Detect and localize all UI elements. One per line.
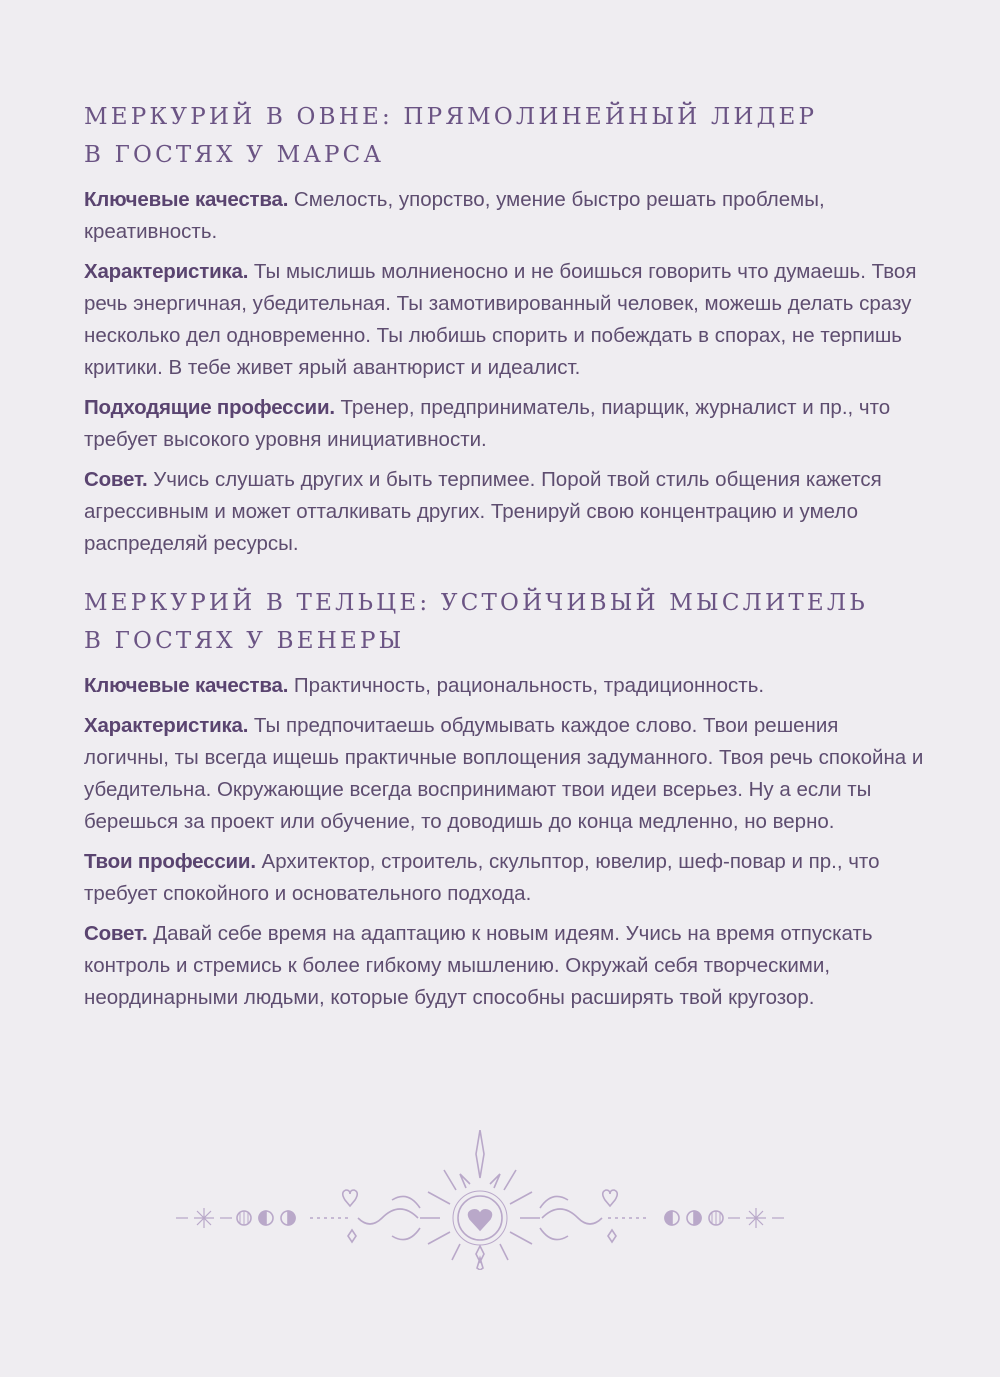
title-line-1: МЕРКУРИЙ В ТЕЛЬЦЕ: УСТОЙЧИВЫЙ МЫСЛИТЕЛЬ <box>84 590 868 616</box>
paragraph-text: Тренер, предприниматель, пиарщик, журналист и пр., что требует высокого уровня инициативности. <box>84 396 891 451</box>
title-line-1: МЕРКУРИЙ В ОВНЕ: ПРЯМОЛИНЕЙНЫЙ ЛИДЕР <box>84 104 818 130</box>
paragraph-label: Характеристика. <box>84 260 249 283</box>
sun-icon <box>420 1130 540 1270</box>
paragraph-label: Подходящие профессии. <box>84 396 335 419</box>
paragraph-text: Архитектор, строитель, скульптор, ювелир, шеф-повар и пр., что требует спокойного и основательного подхода. <box>84 850 880 905</box>
paragraph-text: Практичность, рациональность, традиционность. <box>288 674 765 697</box>
paragraph-advice <box>84 464 924 560</box>
paragraph-label: Твои профессии. <box>84 850 256 873</box>
paragraph-label: Характеристика. <box>84 714 249 737</box>
moon-phases-left-icon <box>237 1211 295 1225</box>
paragraph-advice <box>84 918 924 1014</box>
page-content <box>84 98 924 1022</box>
section-mercury-taurus <box>84 584 924 1014</box>
paragraph-label: Совет. <box>84 468 148 491</box>
paragraph-text: Давай себе время на адаптацию к новым идеям. Учись на время отпускать контроль и стремись к более гибкому мышлению. Окружай себя творческими, неординарными людьми, которые будут способны расширять твой кругозор. <box>84 922 873 1009</box>
paragraph-label: Совет. <box>84 922 148 945</box>
celestial-sun-heart-ornament-icon <box>170 1130 790 1270</box>
paragraph-key-qualities <box>84 184 924 248</box>
paragraph-professions <box>84 392 924 456</box>
paragraph-text: Ты предпочитаешь обдумывать каждое слово. Твои решения логичны, ты всегда ищешь практичные воплощения задуманного. Твоя речь спокойна и убедительна. Окружающие всегда воспринимают твои идеи всерьез. Ну а если ты берешься за проект или обучение, то доводишь до конца медленно, но верно. <box>84 714 924 833</box>
title-line-2: В ГОСТЯХ У ВЕНЕРЫ <box>84 628 405 654</box>
paragraph-characteristic <box>84 256 924 384</box>
paragraph-text: Учись слушать других и быть терпимее. Порой твой стиль общения кажется агрессивным и может отталкивать других. Тренируй свою концентрацию и умело распределяй ресурсы. <box>84 468 882 555</box>
paragraph-characteristic <box>84 710 924 838</box>
section-title <box>84 584 924 660</box>
paragraph-key-qualities <box>84 670 924 702</box>
paragraph-label: Ключевые качества. <box>84 674 289 697</box>
moon-phases-right-icon <box>665 1211 723 1225</box>
heart-icon <box>343 1190 358 1206</box>
paragraph-text: Ты мыслишь молниеносно и не боишься говорить что думаешь. Твоя речь энергичная, убедительная. Ты замотивированный человек, можешь делать сразу несколько дел одновременно. Ты любишь спорить и побеждать в спорах, не терпишь критики. В тебе живет ярый авантюрист и идеалист. <box>84 260 917 379</box>
paragraph-label: Ключевые качества. <box>84 188 289 211</box>
section-title <box>84 98 924 174</box>
section-mercury-aries <box>84 98 924 560</box>
paragraph-text: Смелость, упорство, умение быстро решать проблемы, креативность. <box>84 188 825 243</box>
heart-icon <box>603 1190 618 1206</box>
title-line-2: В ГОСТЯХ У МАРСА <box>84 142 385 168</box>
paragraph-professions <box>84 846 924 910</box>
